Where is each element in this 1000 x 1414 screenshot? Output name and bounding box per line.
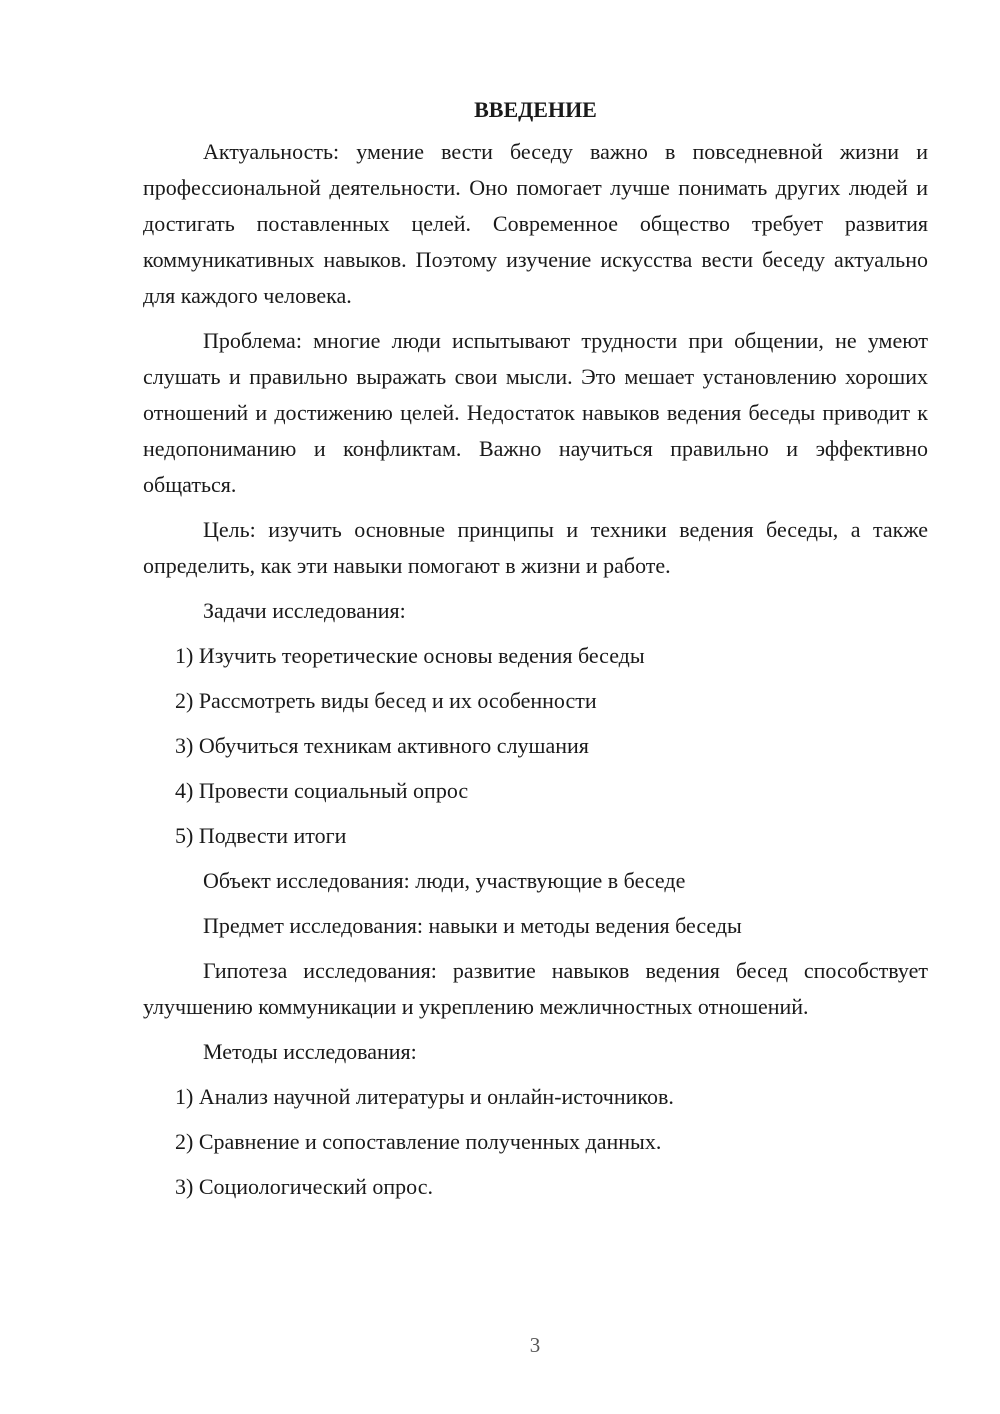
tasks-list (143, 638, 928, 854)
list-item: 1) Анализ научной литературы и онлайн-источников. (175, 1084, 674, 1109)
relevance-paragraph: Актуальность: умение вести беседу важно в повседневной жизни и профессиональной деятельности. Оно помогает лучше понимать других людей и достигать поставленных целей. Современное общество требует развития коммуникативных навыков. Поэтому изучение искусства вести беседу актуально для каждого человека. (143, 139, 928, 308)
subject-line: Предмет исследования: навыки и методы ведения беседы (203, 913, 742, 938)
object-line: Объект исследования: люди, участвующие в беседе (203, 868, 686, 893)
page-number: 3 (529, 1333, 541, 1357)
hypothesis-paragraph: Гипотеза исследования: развитие навыков ведения бесед способствует улучшению коммуникации и укреплению межличностных отношений. (143, 958, 928, 1019)
document-page (143, 92, 928, 1214)
list-item: 2) Рассмотреть виды бесед и их особенности (175, 688, 597, 713)
list-item: 3) Обучиться техникам активного слушания (175, 733, 589, 758)
list-item: 2) Сравнение и сопоставление полученных данных. (175, 1129, 662, 1154)
methods-title: Методы исследования: (203, 1039, 417, 1064)
list-item: 4) Провести социальный опрос (175, 778, 469, 803)
tasks-title: Задачи исследования: (203, 598, 406, 623)
list-item: 5) Подвести итоги (175, 823, 347, 848)
problem-paragraph: Проблема: многие люди испытывают трудности при общении, не умеют слушать и правильно выражать свои мысли. Это мешает установлению хороших отношений и достижению целей. Недостаток навыков ведения беседы приводит к недопониманию и конфликтам. Важно научиться правильно и эффективно общаться. (143, 328, 928, 497)
page-title: ВВЕДЕНИЕ (474, 97, 597, 122)
list-item: 3) Социологический опрос. (175, 1174, 433, 1199)
list-item: 1) Изучить теоретические основы ведения беседы (175, 643, 645, 668)
methods-list (143, 1079, 928, 1205)
goal-paragraph: Цель: изучить основные принципы и техники ведения беседы, а также определить, как эти навыки помогают в жизни и работе. (143, 517, 928, 578)
